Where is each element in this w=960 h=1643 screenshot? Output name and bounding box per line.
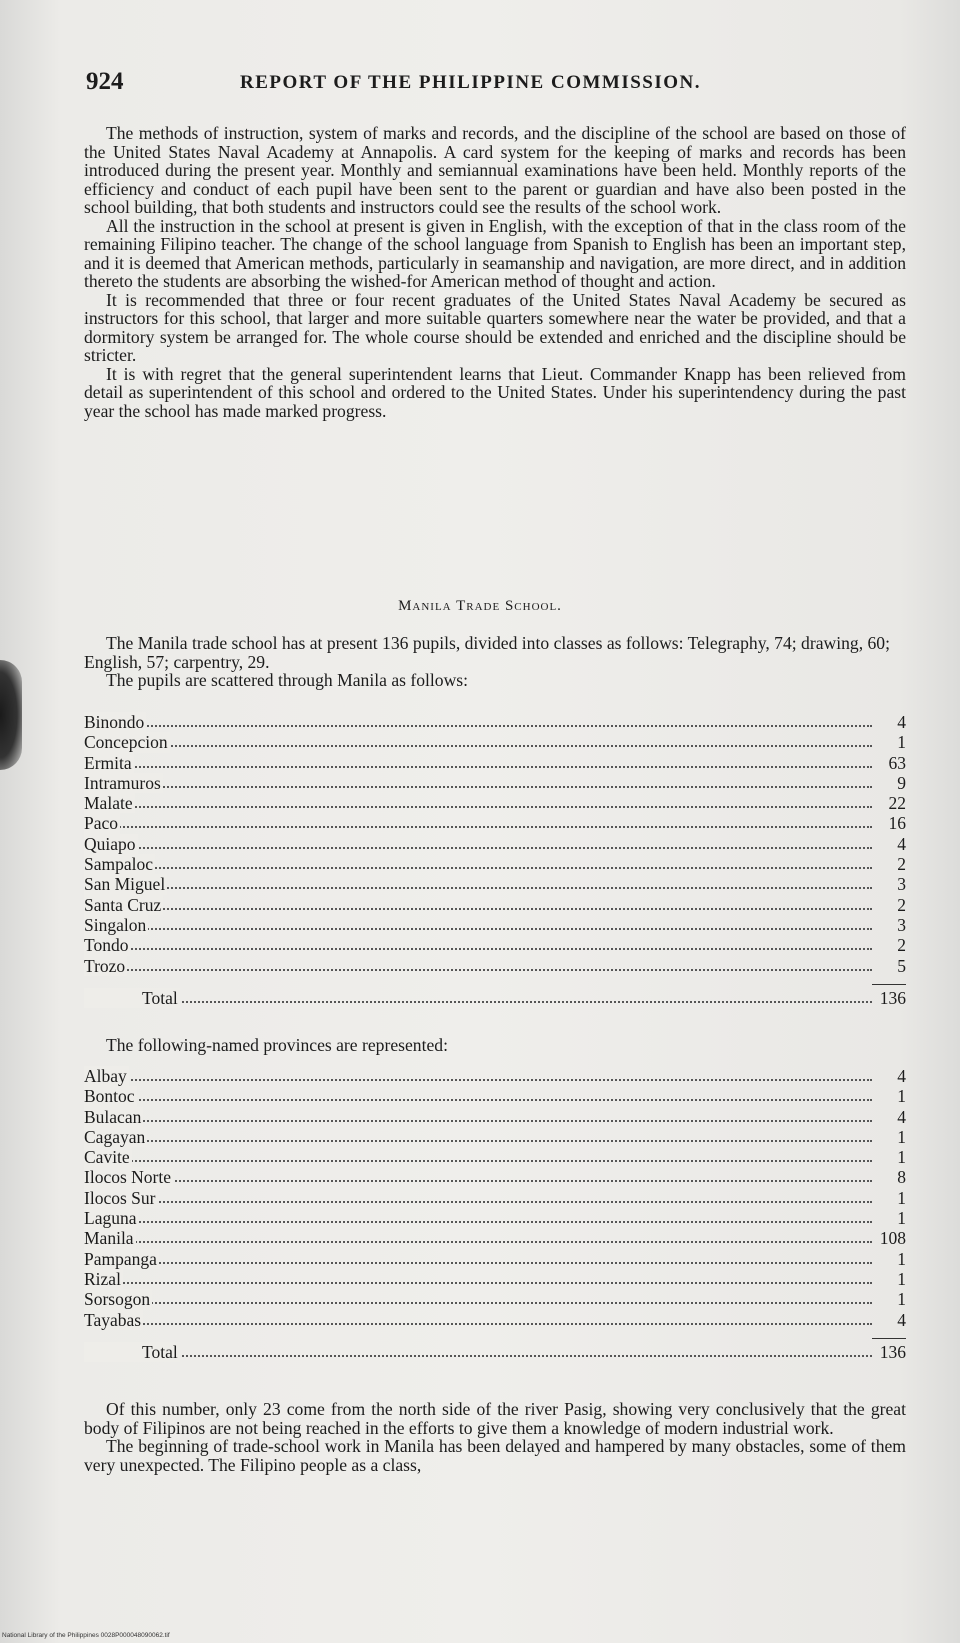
leader-dots xyxy=(84,1180,872,1182)
list-item xyxy=(84,895,906,915)
body-text-bottom xyxy=(84,1400,906,1474)
list-item xyxy=(84,732,906,752)
leader-dots xyxy=(84,786,872,788)
list-item-name: Ilocos Norte xyxy=(84,1167,171,1188)
list-item-count: 5 xyxy=(897,955,906,976)
list-item-count: 8 xyxy=(897,1167,906,1188)
list-item-name: Tayabas xyxy=(84,1309,142,1330)
leader-dots xyxy=(84,725,872,727)
provinces-intro xyxy=(84,1036,906,1055)
list-item-name: Trozo xyxy=(84,955,126,976)
district-list xyxy=(84,712,906,1008)
leader-dots xyxy=(142,1001,872,1003)
leader-dots xyxy=(142,1355,872,1357)
list-item-name: Singalon xyxy=(84,914,147,935)
list-item-count: 4 xyxy=(897,833,906,854)
list-item-count: 9 xyxy=(897,772,906,793)
leader-dots xyxy=(84,1099,872,1101)
list-item-count: 2 xyxy=(897,935,906,956)
list-item-name: Bulacan xyxy=(84,1106,142,1127)
list-item xyxy=(84,773,906,793)
list-item-name: Malate xyxy=(84,793,133,814)
list-item-count: 1 xyxy=(897,1208,906,1229)
list-item-name: Paco xyxy=(84,813,119,834)
list-item-name: Sorsogon xyxy=(84,1289,151,1310)
trade-school-intro xyxy=(84,634,906,690)
list-item xyxy=(84,1107,906,1127)
leader-dots xyxy=(84,1120,872,1122)
paragraph: The beginning of trade-school work in Manila has been delayed and hampered by many obstacles, some of them very unexpected. The Filipino people as a class, xyxy=(84,1436,906,1475)
total-row xyxy=(84,988,906,1008)
leader-dots xyxy=(84,1201,872,1203)
list-item xyxy=(84,1147,906,1167)
list-item-count: 4 xyxy=(897,1106,906,1127)
list-item-count: 2 xyxy=(897,854,906,875)
list-item-count: 1 xyxy=(897,1147,906,1168)
paragraph: The Manila trade school has at present 136 pupils, divided into classes as follows: Telegraphy, 74; drawing, 60; English, 57; carpentry, 29. xyxy=(84,633,890,672)
paragraph: The following-named provinces are represented: xyxy=(106,1035,448,1055)
total-count: 136 xyxy=(879,987,906,1008)
leader-dots xyxy=(84,1323,872,1325)
list-item-count: 3 xyxy=(897,874,906,895)
list-item-count: 1 xyxy=(897,1289,906,1310)
leader-dots xyxy=(84,969,872,971)
list-item xyxy=(84,1208,906,1228)
list-item xyxy=(84,935,906,955)
list-item xyxy=(84,874,906,894)
list-item-count: 1 xyxy=(897,1187,906,1208)
list-item-name: San Miguel xyxy=(84,874,166,895)
list-item-name: Santa Cruz xyxy=(84,894,162,915)
list-item xyxy=(84,1188,906,1208)
list-item-count: 16 xyxy=(888,813,906,834)
total-row xyxy=(84,1342,906,1362)
list-item-name: Rizal xyxy=(84,1268,121,1289)
list-item-count: 1 xyxy=(897,1248,906,1269)
list-item-name: Laguna xyxy=(84,1208,137,1229)
list-item-name: Manila xyxy=(84,1228,134,1249)
list-item-name: Binondo xyxy=(84,712,145,732)
list-item xyxy=(84,753,906,773)
list-item-count: 3 xyxy=(897,914,906,935)
total-rule xyxy=(872,984,906,985)
total-count: 136 xyxy=(879,1341,906,1362)
list-item-count: 1 xyxy=(897,1126,906,1147)
list-item xyxy=(84,834,906,854)
leader-dots xyxy=(84,1282,872,1284)
page-header xyxy=(86,68,906,108)
paragraph: The methods of instruction, system of marks and records, and the discipline of the school are based on those of the United States Naval Academy at Annapolis. A card system for the keeping of marks and records has been introduced during the present year. Monthly and semiannual examinations have been held. Monthly reports of the efficiency and conduct of each pupil have been sent to the parent or guardian and have also been posted in the school building, that both students and instructors could see the results of the school work. xyxy=(84,123,906,217)
list-item xyxy=(84,1289,906,1309)
list-item-name: Ilocos Sur xyxy=(84,1187,156,1208)
list-item-name: Concepcion xyxy=(84,732,168,753)
total-label: Total xyxy=(84,988,180,1008)
province-list xyxy=(84,1066,906,1362)
leader-dots xyxy=(84,887,872,889)
list-item xyxy=(84,793,906,813)
list-item-count: 1 xyxy=(897,732,906,753)
list-item xyxy=(84,1086,906,1106)
leader-dots xyxy=(84,908,872,910)
body-text-top xyxy=(84,124,906,420)
leader-dots xyxy=(84,826,872,828)
leader-dots xyxy=(84,1241,872,1243)
list-item xyxy=(84,1167,906,1187)
paragraph: It is recommended that three or four recent graduates of the United States Naval Academy be secured as instructors for this school, that larger and more suitable quarters somewhere near the water be provided, and that a dormitory system be arranged for. The whole course should be extended and enriched and the discipline should be stricter. xyxy=(84,289,906,365)
paragraph: It is with regret that the general superintendent learns that Lieut. Commander Knapp has been relieved from detail as superintendent of this school and ordered to the United States. Under his superintendency during the past year the school has made marked progress. xyxy=(84,363,906,421)
list-item-name: Quiapo xyxy=(84,833,136,854)
leader-dots xyxy=(84,1262,872,1264)
paragraph: All the instruction in the school at present is given in English, with the exception of that in the class room of the remaining Filipino teacher. The change of the school language from Spanish to English has been an important step, and it is deemed that American methods, particularly in seamanship and navigation, are more direct, and in addition thereto the students are absorbing the wished-for American method of thought and action. xyxy=(84,215,906,291)
list-item-count: 63 xyxy=(888,752,906,773)
list-item xyxy=(84,915,906,935)
list-item-count: 1 xyxy=(897,1086,906,1107)
leader-dots xyxy=(84,867,872,869)
list-item xyxy=(84,1066,906,1086)
leader-dots xyxy=(84,1302,872,1304)
leader-dots xyxy=(84,1079,872,1081)
running-title: REPORT OF THE PHILIPPINE COMMISSION. xyxy=(240,72,702,93)
list-item-name: Cagayan xyxy=(84,1126,146,1147)
section-heading: Manila Trade School. xyxy=(398,598,562,614)
leader-dots xyxy=(84,745,872,747)
list-item-count: 22 xyxy=(888,793,906,814)
total-rule xyxy=(872,1338,906,1339)
leader-dots xyxy=(84,1140,872,1142)
list-item-name: Ermita xyxy=(84,752,132,773)
list-item xyxy=(84,1249,906,1269)
leader-dots xyxy=(84,948,872,950)
list-item-name: Tondo xyxy=(84,935,129,956)
list-item-name: Cavite xyxy=(84,1147,130,1168)
list-item-name: Albay xyxy=(84,1066,127,1086)
list-item xyxy=(84,956,906,976)
list-item-name: Bontoc xyxy=(84,1086,135,1107)
list-item-count: 1 xyxy=(897,1268,906,1289)
page-edge-shadow xyxy=(0,660,22,770)
list-item xyxy=(84,854,906,874)
list-item-name: Pampanga xyxy=(84,1248,157,1269)
leader-dots xyxy=(84,847,872,849)
list-item-count: 2 xyxy=(897,894,906,915)
leader-dots xyxy=(84,928,872,930)
leader-dots xyxy=(84,806,872,808)
leader-dots xyxy=(84,1221,872,1223)
list-item xyxy=(84,712,906,732)
page-number: 924 xyxy=(86,68,124,95)
leader-dots xyxy=(84,1160,872,1162)
list-item-count: 4 xyxy=(897,1309,906,1330)
list-item-name: Sampaloc xyxy=(84,854,154,875)
paragraph: Of this number, only 23 come from the north side of the river Pasig, showing very conclusively that the great body of Filipinos are not being reached in the efforts to give them a knowledge of modern industrial work. xyxy=(84,1399,906,1438)
list-item xyxy=(84,1269,906,1289)
total-label: Total xyxy=(84,1342,180,1362)
list-item-name: Intramuros xyxy=(84,772,161,793)
list-item xyxy=(84,1310,906,1330)
footer-credit: National Library of the Philippines 0028P000048090062.tif xyxy=(2,1632,170,1639)
list-item xyxy=(84,1228,906,1248)
leader-dots xyxy=(84,766,872,768)
list-item-count: 4 xyxy=(897,1066,906,1086)
list-item-count: 4 xyxy=(897,712,906,732)
list-item xyxy=(84,1127,906,1147)
list-item xyxy=(84,813,906,833)
list-item-count: 108 xyxy=(879,1228,906,1249)
paragraph: The pupils are scattered through Manila as follows: xyxy=(106,670,469,690)
